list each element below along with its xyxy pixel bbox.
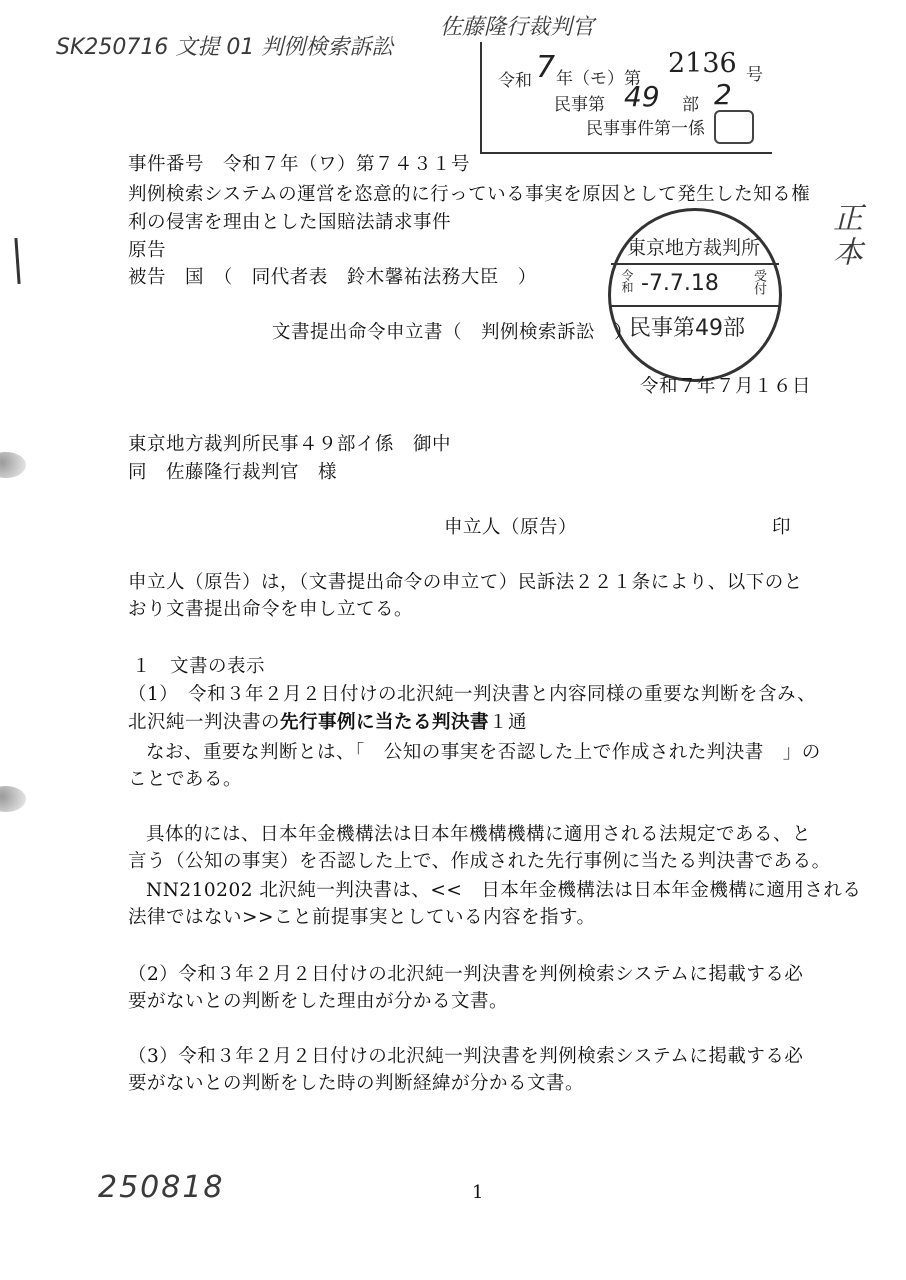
defendant-line: 被告 国 （ 同代者表 鈴木馨祐法務大臣 ） [128,267,537,288]
item2-line2: 要がないとの判断をした理由が分かる文書。 [128,991,509,1012]
stamp-era-vertical: 令和 [620,269,634,293]
item1-emphasis: 先行事例に当たる判決書 [280,712,490,733]
stamp-section-number: 2 [714,78,732,111]
court-receipt-stamp [608,208,782,382]
stamp-received: 受付 [751,269,766,295]
handwritten-side-mark: 正本 [827,202,862,270]
stamp-case-number: 2136 [668,48,737,79]
detail-line2: 言う（公知の事実）を否認した上で、作成された先行事例に当たる判決書である。 [128,851,831,872]
handwritten-reference: SK250716 文提 01 判例検索訴訟 [56,35,394,60]
addressee-judge: 同 佐藤隆行裁判官 様 [128,462,338,483]
margin-mark [14,238,20,284]
item1-text: 北沢純一判決書の [128,712,281,733]
applicant-label: 申立人（原告） [444,517,578,538]
addressee-court: 東京地方裁判所民事４９部イ係 御中 [128,434,452,455]
item3-line1: （3）令和３年２月２日付けの北沢純一判決書を判例検索システムに掲載する必 [128,1046,804,1067]
court-name: 東京地方裁判所 [627,237,761,259]
detail-line1: 具体的には、日本年金機構法は日本年機構機構に適用される法規定である、と [146,824,812,845]
reception-stamp [480,42,772,154]
case-number: 事件番号 令和７年（ワ）第７４３１号 [128,154,471,175]
plaintiff-label: 原告 [128,240,167,261]
stamp-division-label: 民事第 [554,95,605,115]
section-heading: １ 文書の表示 [132,656,266,677]
stamp-era: 令和 [498,71,532,91]
note-line1: なお、重要な判断とは、「 公知の事実を否認した上で作成された判決書 」の [146,742,821,763]
stamp-date: -7.7.18 [641,271,719,296]
item3-line2: 要がないとの判断をした時の判断経緯が分かる文書。 [128,1073,585,1094]
stamp-seal-mark [714,110,754,144]
item2-line1: （2）令和３年２月２日付けの北沢純一判決書を判例検索システムに掲載する必 [128,964,804,985]
case-title-line1: 判例検索システムの運営を恣意的に行っている事実を原因として発生した知る権 [128,184,811,205]
intro-line1: 申立人（原告）は，（文書提出命令の申立て）民訴法２２１条により、以下のと [128,572,803,593]
document-title: 文書提出命令申立書（ 判例検索訴訟 ） [272,322,634,343]
document-date: 令和７年７月１６日 [640,376,812,397]
item1-count: １通 [489,712,528,733]
handwritten-date-number: 250818 [98,1170,225,1205]
detail-line4: 法律ではない>>こと前提事実としている内容を指す。 [128,907,596,928]
page-number: 1 [472,1182,484,1203]
detail-line3: NN210202 北沢純一判決書は、<< 日本年金機構法は日本年金機構に適用される [146,880,862,901]
handwritten-judge-name: 佐藤隆行裁判官 [440,15,595,40]
item1-line1: （1） 令和３年２月２日付けの北沢純一判決書と内容同様の重要な判断を含み、 [128,684,817,705]
stamp-division-number: 49 [624,80,660,113]
item1-line2 [128,708,527,734]
case-title-line2: 利の侵害を理由とした国賠法請求事件 [128,212,452,233]
stamp-division-suffix: 部 [682,95,699,115]
stamp-section-label: 民事事件第一係 [586,119,705,139]
intro-line2: おり文書提出命令を申し立てる。 [128,599,414,620]
stamp-case-type: 年（モ）第 [556,69,641,89]
stamp-year: 7 [536,50,556,85]
note-line2: ことである。 [128,769,243,790]
stamp-number-suffix: 号 [746,65,763,85]
punch-hole [0,452,26,478]
applicant-seal: 印 [772,517,792,538]
punch-hole [0,786,26,812]
stamp-division: 民事第49部 [629,316,745,341]
